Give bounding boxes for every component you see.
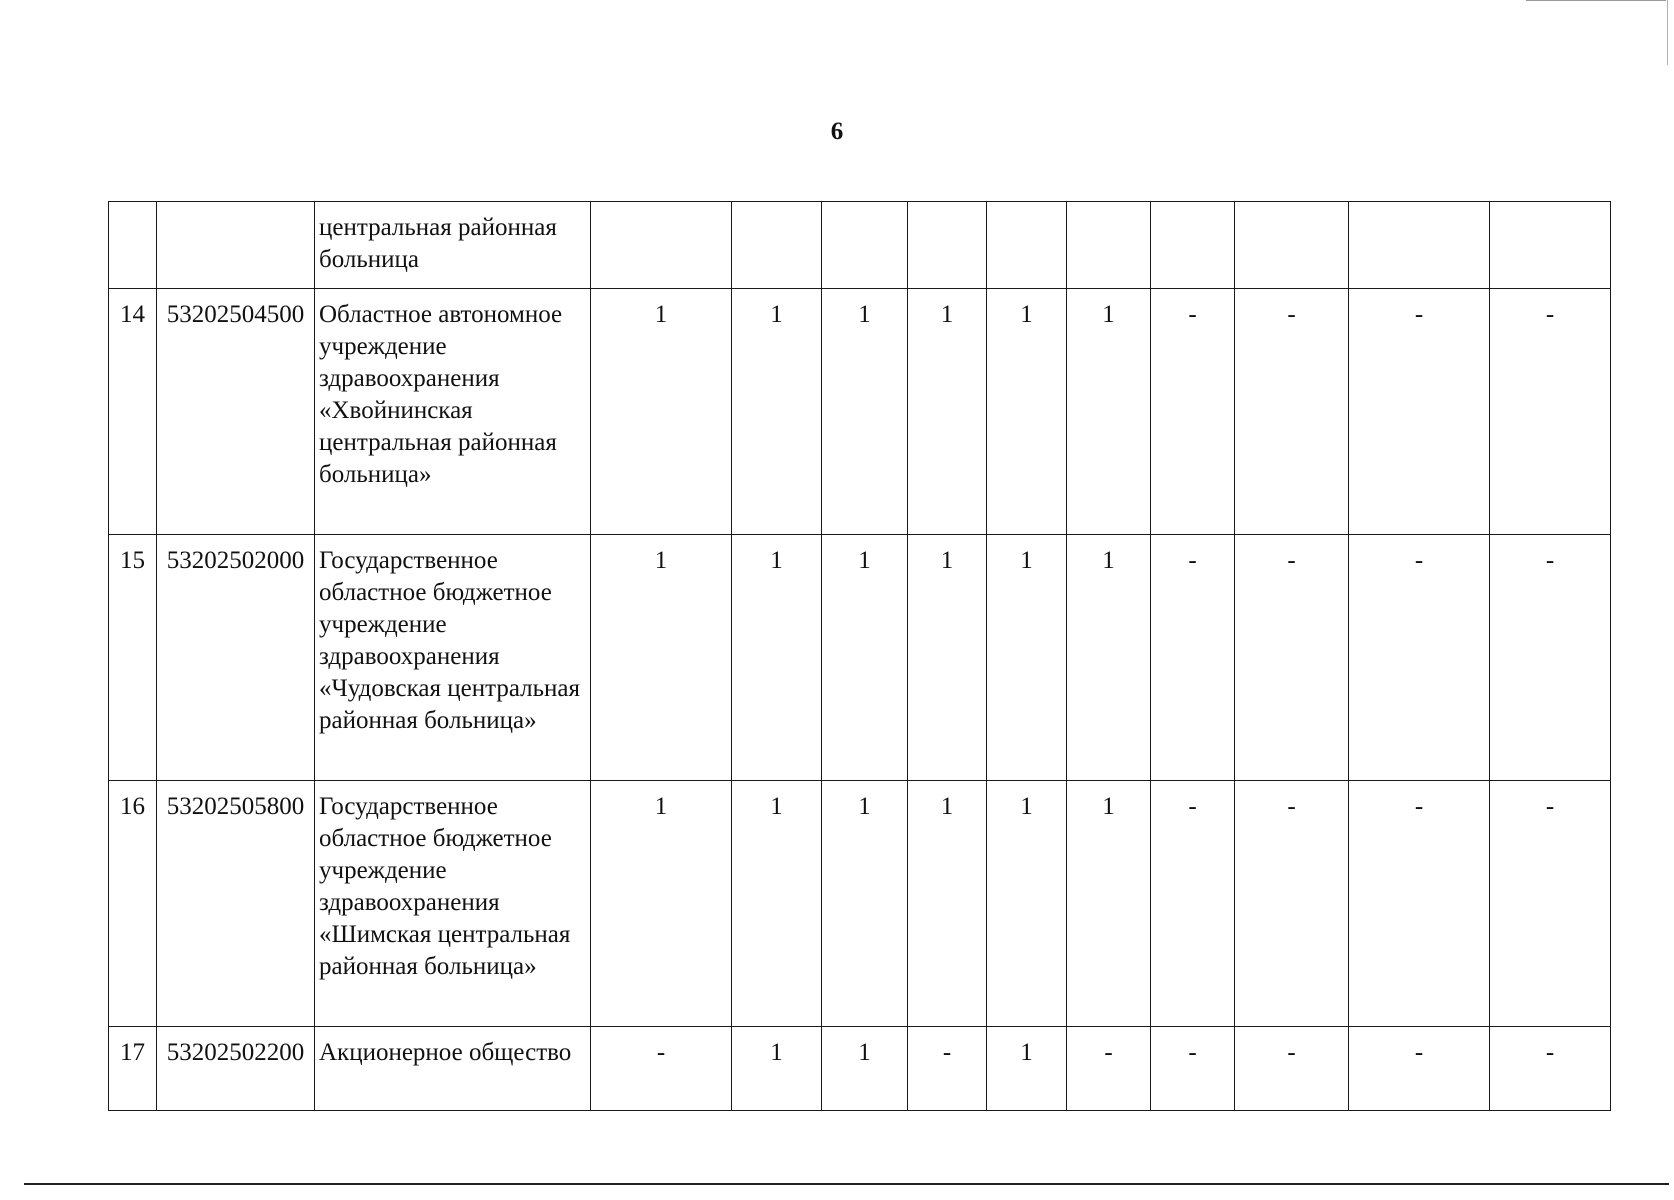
value-cell-4: 1 [908,535,987,781]
value-cell-10: - [1490,535,1611,781]
value-cell-2: 1 [732,289,822,535]
value-cell-1: - [591,1027,732,1111]
value-cell-9: - [1349,289,1490,535]
footer-rule [24,1183,1669,1185]
value-cell-6: 1 [1067,289,1151,535]
value-cell-9: - [1349,1027,1490,1111]
value-cell-7: - [1151,535,1235,781]
value-cell-3: 1 [822,1027,908,1111]
table-row [109,289,1611,535]
row-number-cell: 14 [109,289,157,535]
value-cell-10 [1490,202,1611,289]
table-row [109,202,1611,289]
value-cell-8: - [1235,781,1349,1027]
institution-name-cell: Государственное областное бюджетное учреждение здравоохранения «Чудовская центральная районная больница» [315,535,591,781]
value-cell-2: 1 [732,535,822,781]
value-cell-6: 1 [1067,781,1151,1027]
value-cell-3: 1 [822,535,908,781]
value-cell-2: 1 [732,1027,822,1111]
value-cell-2: 1 [732,781,822,1027]
value-cell-10: - [1490,289,1611,535]
value-cell-5: 1 [987,781,1067,1027]
value-cell-4: 1 [908,781,987,1027]
value-cell-3: 1 [822,781,908,1027]
value-cell-5: 1 [987,289,1067,535]
value-cell-5: 1 [987,535,1067,781]
row-number-cell [109,202,157,289]
value-cell-1: 1 [591,535,732,781]
scan-corner-mark [1526,0,1666,1]
institution-name-cell: центральная районная больница [315,202,591,289]
value-cell-7: - [1151,289,1235,535]
value-cell-1: 1 [591,781,732,1027]
value-cell-7: - [1151,1027,1235,1111]
value-cell-8: - [1235,535,1349,781]
row-number-cell: 16 [109,781,157,1027]
value-cell-7: - [1151,781,1235,1027]
value-cell-6: 1 [1067,535,1151,781]
value-cell-1: 1 [591,289,732,535]
row-number-cell: 17 [109,1027,157,1111]
institution-name-cell: Акционерное общество [315,1027,591,1111]
row-number-cell: 15 [109,535,157,781]
value-cell-1 [591,202,732,289]
value-cell-6 [1067,202,1151,289]
value-cell-10: - [1490,781,1611,1027]
institution-code-cell [157,202,315,289]
table-row [109,1027,1611,1111]
scan-edge-mark [1667,0,1668,65]
value-cell-7 [1151,202,1235,289]
value-cell-4: 1 [908,289,987,535]
value-cell-8: - [1235,1027,1349,1111]
value-cell-4 [908,202,987,289]
value-cell-9: - [1349,535,1490,781]
value-cell-8 [1235,202,1349,289]
value-cell-5: 1 [987,1027,1067,1111]
value-cell-3: 1 [822,289,908,535]
value-cell-8: - [1235,289,1349,535]
value-cell-5 [987,202,1067,289]
value-cell-6: - [1067,1027,1151,1111]
institution-code-cell: 53202505800 [157,781,315,1027]
page-number: 6 [830,118,844,145]
institution-code-cell: 53202504500 [157,289,315,535]
table-row [109,781,1611,1027]
institution-code-cell: 53202502000 [157,535,315,781]
value-cell-9 [1349,202,1490,289]
table-body [109,202,1611,1111]
value-cell-10: - [1490,1027,1611,1111]
table-row [109,535,1611,781]
value-cell-2 [732,202,822,289]
institution-code-cell: 53202502200 [157,1027,315,1111]
institutions-table [108,201,1611,1111]
value-cell-4: - [908,1027,987,1111]
institution-name-cell: Областное автономное учреждение здравоохранения «Хвойнинская центральная районная больница» [315,289,591,535]
value-cell-9: - [1349,781,1490,1027]
value-cell-3 [822,202,908,289]
institution-name-cell: Государственное областное бюджетное учреждение здравоохранения «Шимская центральная районная больница» [315,781,591,1027]
